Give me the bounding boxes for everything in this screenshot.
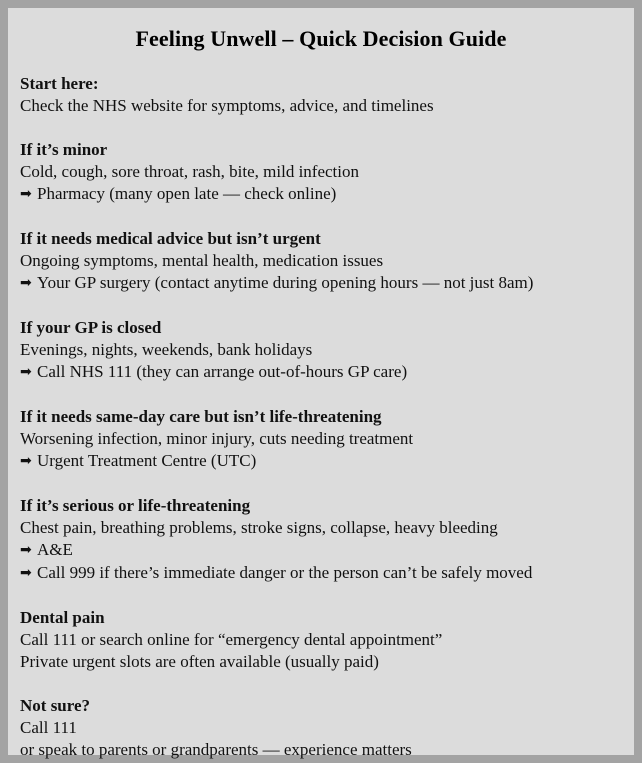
section-heading: If it’s serious or life-threatening [20,496,251,515]
section-heading: If it needs medical advice but isn’t urgent [20,229,321,248]
line-text: A&E [37,540,73,559]
detail-line [20,339,628,361]
arrow-right-icon: ➡ [20,364,32,380]
guide-section [14,139,628,206]
line-text: Call 111 or search online for “emergency dental appointment” [20,630,443,649]
guide-section [14,695,628,761]
line-text: Evenings, nights, weekends, bank holidays [20,340,313,359]
line-text: Ongoing symptoms, mental health, medication issues [20,251,384,270]
arrow-right-icon: ➡ [20,542,32,558]
detail-line [20,739,628,761]
guide-section [14,607,628,673]
section-heading: Dental pain [20,608,105,627]
guide-sections [14,73,628,761]
guide-section [14,495,628,585]
arrow-right-icon: ➡ [20,565,32,581]
line-text: Private urgent slots are often available (usually paid) [20,652,379,671]
guide-section [14,73,628,117]
section-heading: If your GP is closed [20,318,162,337]
page-title: Feeling Unwell – Quick Decision Guide [135,26,507,51]
line-text: Pharmacy (many open late — check online) [37,184,337,203]
line-text: or speak to parents or grandparents — experience matters [20,740,412,759]
action-line [20,272,628,295]
detail-line [20,651,628,673]
section-heading: Not sure? [20,696,91,715]
detail-line [20,629,628,651]
line-text: Call NHS 111 (they can arrange out-of-hours GP care) [37,362,408,381]
arrow-right-icon: ➡ [20,275,32,291]
action-line [20,562,628,585]
line-text: Call 111 [20,718,77,737]
line-text: Chest pain, breathing problems, stroke signs, collapse, heavy bleeding [20,518,498,537]
line-text: Call 999 if there’s immediate danger or the person can’t be safely moved [37,563,533,582]
action-line [20,361,628,384]
guide-section [14,228,628,295]
detail-line [20,428,628,450]
section-heading: Start here: [20,74,99,93]
guide-section [14,317,628,384]
line-text: Worsening infection, minor injury, cuts needing treatment [20,429,414,448]
line-text: Your GP surgery (contact anytime during opening hours — not just 8am) [37,273,534,292]
line-text: Check the NHS website for symptoms, advice, and timelines [20,96,434,115]
section-heading: If it’s minor [20,140,108,159]
detail-line [20,250,628,272]
detail-line [20,517,628,539]
detail-line [20,717,628,739]
detail-line [20,161,628,183]
action-line [20,450,628,473]
section-heading: If it needs same-day care but isn’t life-threatening [20,407,382,426]
action-line [20,183,628,206]
arrow-right-icon: ➡ [20,186,32,202]
card-inner [14,26,628,761]
line-text: Urgent Treatment Centre (UTC) [37,451,257,470]
guide-section [14,406,628,473]
line-text: Cold, cough, sore throat, rash, bite, mild infection [20,162,359,181]
action-line [20,539,628,562]
arrow-right-icon: ➡ [20,453,32,469]
detail-line [20,95,628,117]
